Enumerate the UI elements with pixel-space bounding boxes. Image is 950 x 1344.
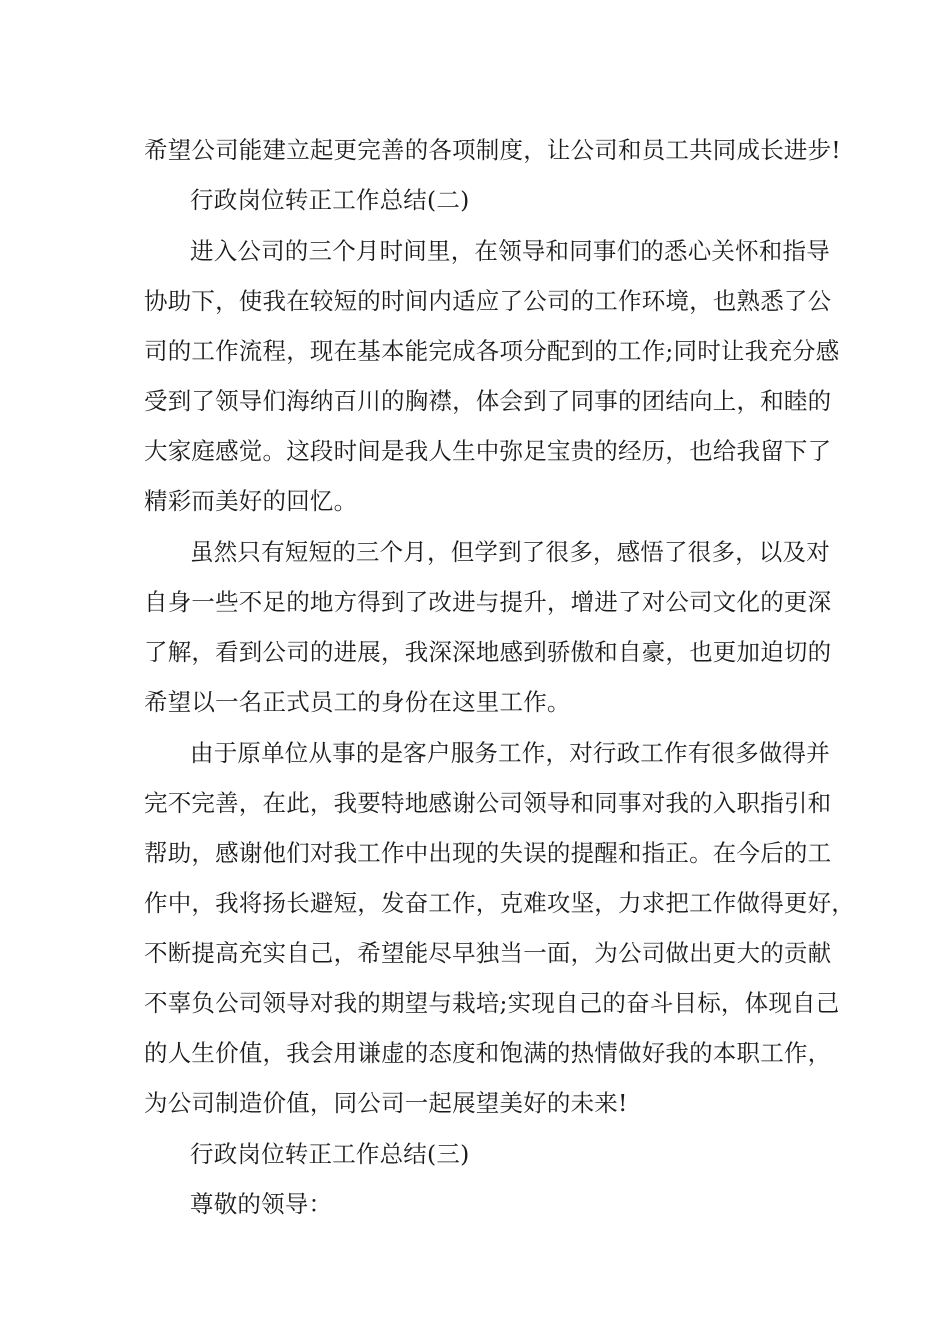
salutation: 尊敬的领导： bbox=[190, 1190, 333, 1218]
paragraph-line: 不断提高充实自己，希望能尽早独当一面，为公司做出更大的贡献 bbox=[144, 939, 832, 967]
paragraph-line: 自身一些不足的地方得到了改进与提升，增进了对公司文化的更深 bbox=[144, 588, 832, 616]
paragraph-line: 作中，我将扬长避短，发奋工作，克难攻坚，力求把工作做得更好， bbox=[144, 889, 855, 917]
section-heading: 行政岗位转正工作总结(二) bbox=[190, 186, 470, 214]
paragraph-line: 大家庭感觉。这段时间是我人生中弥足宝贵的经历，也给我留下了 bbox=[144, 437, 832, 465]
paragraph-line: 司的工作流程，现在基本能完成各项分配到的工作;同时让我充分感 bbox=[144, 337, 840, 365]
paragraph-line: 希望以一名正式员工的身份在这里工作。 bbox=[144, 688, 571, 716]
paragraph-line: 协助下，使我在较短的时间内适应了公司的工作环境，也熟悉了公 bbox=[144, 287, 832, 315]
paragraph-line: 了解，看到公司的进展，我深深地感到骄傲和自豪，也更加迫切的 bbox=[144, 638, 832, 666]
section-heading: 行政岗位转正工作总结(三) bbox=[190, 1140, 470, 1168]
paragraph-line: 完不完善，在此，我要特地感谢公司领导和同事对我的入职指引和 bbox=[144, 789, 832, 817]
paragraph-line: 进入公司的三个月时间里，在领导和同事们的悉心关怀和指导 bbox=[190, 237, 830, 265]
paragraph-line: 的人生价值，我会用谦虚的态度和饱满的热情做好我的本职工作， bbox=[144, 1039, 832, 1067]
paragraph-line: 为公司制造价值，同公司一起展望美好的未来! bbox=[144, 1089, 628, 1117]
paragraph-line: 虽然只有短短的三个月，但学到了很多，感悟了很多，以及对 bbox=[190, 538, 830, 566]
paragraph-line: 精彩而美好的回忆。 bbox=[144, 487, 358, 515]
paragraph-line: 不辜负公司领导对我的期望与栽培;实现自己的奋斗目标，体现自己 bbox=[144, 989, 840, 1017]
paragraph-line: 希望公司能建立起更完善的各项制度，让公司和员工共同成长进步! bbox=[144, 136, 841, 164]
paragraph-line: 由于原单位从事的是客户服务工作，对行政工作有很多做得并 bbox=[190, 739, 830, 767]
paragraph-line: 受到了领导们海纳百川的胸襟，体会到了同事的团结向上，和睦的 bbox=[144, 387, 832, 415]
paragraph-line: 帮助，感谢他们对我工作中出现的失误的提醒和指正。在今后的工 bbox=[144, 839, 832, 867]
